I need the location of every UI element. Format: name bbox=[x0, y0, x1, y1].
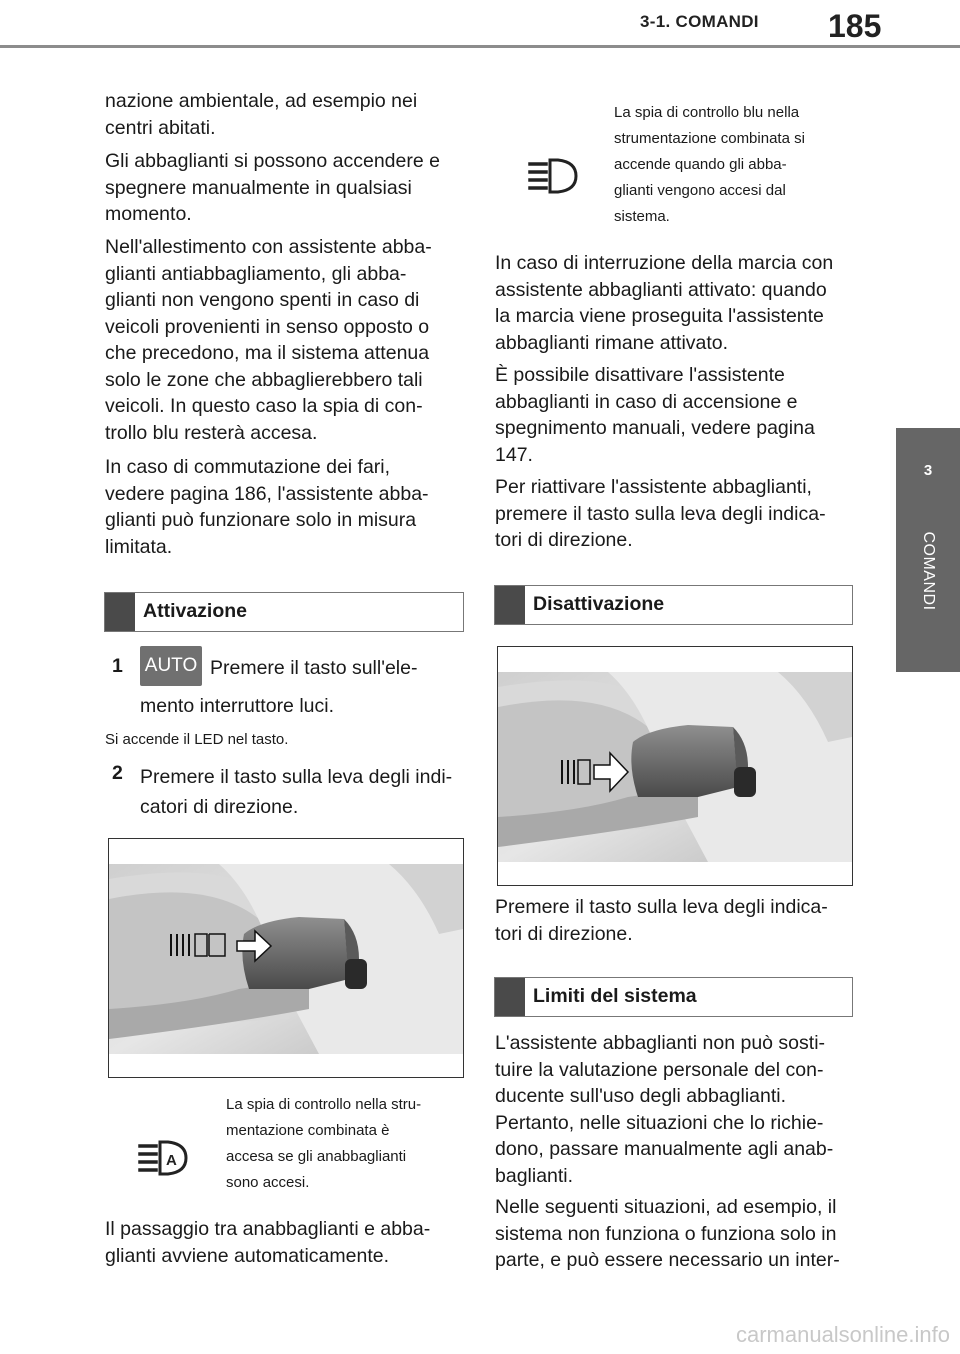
lever-illustration bbox=[498, 647, 852, 885]
text-line: accende quando gli abba- bbox=[614, 156, 787, 173]
indicator-note-left bbox=[226, 1092, 421, 1196]
text-line: mentazione combinata è bbox=[226, 1122, 390, 1139]
text-line: limitata. bbox=[105, 535, 173, 558]
indicator-svg bbox=[528, 156, 580, 198]
text-line: premere il tasto sulla leva degli indica- bbox=[495, 502, 826, 525]
header-rule bbox=[0, 45, 960, 48]
text-line: In caso di interruzione della marcia con bbox=[495, 252, 834, 274]
text-line: Pertanto, nelle situazioni che lo richie- bbox=[495, 1111, 824, 1134]
paragraph-reactivate bbox=[495, 474, 826, 554]
text-line: sistema. bbox=[614, 208, 670, 225]
step2-text bbox=[140, 762, 452, 822]
text-line: La spia di controllo nella stru- bbox=[226, 1096, 422, 1113]
text-line: che precedono, ma il sistema attenua bbox=[105, 342, 430, 364]
text-line: spegnimento manuali, vedere pagina bbox=[495, 417, 815, 439]
text-line: Nelle seguenti situazioni, ad esempio, il bbox=[495, 1196, 837, 1218]
section-header-deactivation bbox=[494, 585, 853, 625]
text-line: dono, passare manualmente agli anab- bbox=[495, 1138, 834, 1160]
paragraph-headlight-switching bbox=[105, 454, 429, 560]
paragraph-environment bbox=[105, 88, 417, 141]
text-line: veicoli provenienti in senso opposto o bbox=[105, 315, 430, 338]
text-line: L'assistente abbaglianti non può sosti- bbox=[495, 1032, 826, 1054]
paragraph-limits bbox=[495, 1030, 833, 1189]
running-header-section: 3-1. COMANDI bbox=[640, 12, 759, 31]
section-header-limits bbox=[494, 977, 853, 1017]
chapter-label-text: COMANDI bbox=[920, 531, 937, 611]
step-number: 1 bbox=[112, 655, 123, 677]
text-line: Per riattivare l'assistente abbaglianti, bbox=[495, 476, 812, 498]
indicator-note-right bbox=[614, 100, 805, 230]
text-line: nazione ambientale, ad esempio nei bbox=[105, 90, 418, 112]
paragraph-manual-switch bbox=[105, 148, 440, 228]
text-line: momento. bbox=[105, 203, 192, 225]
text-line: glianti può funzionare solo in misura bbox=[105, 509, 417, 531]
text-line: veicoli. In questo caso la spia di con- bbox=[105, 395, 423, 417]
text-line: 147. bbox=[495, 443, 533, 466]
text-line: la marcia viene proseguita l'assistente bbox=[495, 305, 824, 327]
text-line: centri abitati. bbox=[105, 116, 216, 139]
text-line: glianti avviene automaticamente. bbox=[105, 1244, 389, 1267]
high-beam-blue-indicator-icon bbox=[528, 156, 580, 203]
section-title: Disattivazione bbox=[533, 593, 665, 615]
text-line: sono accesi. bbox=[226, 1174, 310, 1191]
step1-text-cont: mento interruttore luci. bbox=[140, 695, 335, 717]
auto-button-icon: AUTO bbox=[140, 646, 202, 686]
section-title: Attivazione bbox=[143, 600, 248, 622]
lever-illustration bbox=[109, 839, 463, 1077]
text-line: assistente abbaglianti attivato: quando bbox=[495, 278, 827, 301]
text-line: catori di direzione. bbox=[140, 796, 299, 818]
text-line: Gli abbaglianti si possono accendere e bbox=[105, 150, 440, 172]
figure-turn-signal-lever bbox=[108, 838, 464, 1078]
text-line: spegnere manualmente in qualsiasi bbox=[105, 176, 412, 199]
section-header-activation bbox=[104, 592, 464, 632]
section-bar bbox=[495, 978, 525, 1016]
indicator-svg bbox=[138, 1138, 190, 1180]
text-line: glianti vengono accesi dal bbox=[614, 182, 786, 199]
text-line: Il passaggio tra anabbaglianti e abba- bbox=[105, 1218, 431, 1240]
paragraph-anti-dazzle bbox=[105, 234, 432, 446]
section-bar bbox=[105, 593, 135, 631]
led-note: Si accende il LED nel tasto. bbox=[105, 731, 289, 748]
text-line: baglianti. bbox=[495, 1164, 574, 1187]
watermark: carmanualsonline.info bbox=[735, 1322, 950, 1347]
svg-text:A: A bbox=[166, 1152, 177, 1169]
paragraph-deactivate-manual bbox=[495, 362, 815, 468]
text-line: Nell'allestimento con assistente abba- bbox=[105, 236, 432, 258]
text-line: In caso di commutazione dei fari, bbox=[105, 456, 391, 478]
text-line: glianti antiabbagliamento, gli abba- bbox=[105, 262, 407, 285]
text-line: Premere il tasto sulla leva degli indica- bbox=[495, 896, 828, 918]
text-line: tuire la valutazione personale del con- bbox=[495, 1058, 824, 1081]
text-line: La spia di controllo blu nella bbox=[614, 104, 800, 121]
text-line: strumentazione combinata si bbox=[614, 130, 805, 147]
figure-turn-signal-lever-deactivate bbox=[497, 646, 853, 886]
text-line: trollo blu resterà accesa. bbox=[105, 421, 318, 444]
text-line: parte, e può essere necessario un inter- bbox=[495, 1249, 840, 1271]
section-bar bbox=[495, 586, 525, 624]
paragraph-automatic-switching bbox=[105, 1216, 430, 1269]
paragraph-situations bbox=[495, 1194, 840, 1274]
text-line: accesa se gli anabbaglianti bbox=[226, 1148, 407, 1165]
text-line: glianti non vengono spenti in caso di bbox=[105, 289, 420, 311]
section-title: Limiti del sistema bbox=[533, 985, 697, 1007]
deactivation-text bbox=[495, 894, 828, 947]
text-line: ducente sull'uso degli abbaglianti. bbox=[495, 1085, 787, 1107]
chapter-number: 3 bbox=[923, 462, 933, 479]
text-line: Premere il tasto sulla leva degli indi- bbox=[140, 766, 453, 788]
page-number: 185 bbox=[828, 8, 882, 44]
paragraph-interruption bbox=[495, 250, 833, 356]
auto-high-beam-indicator-icon bbox=[138, 1138, 190, 1185]
text-line: abbaglianti in caso di accensione e bbox=[495, 390, 798, 413]
step1-text: Premere il tasto sull'ele- bbox=[210, 657, 418, 679]
text-line: solo le zone che abbaglierebbero tali bbox=[105, 368, 423, 391]
text-line: vedere pagina 186, l'assistente abba- bbox=[105, 482, 429, 505]
text-line: tori di direzione. bbox=[495, 529, 633, 551]
step-number: 2 bbox=[112, 762, 123, 784]
text-line: abbaglianti rimane attivato. bbox=[495, 331, 729, 354]
text-line: tori di direzione. bbox=[495, 922, 633, 945]
text-line: sistema non funziona o funziona solo in bbox=[495, 1222, 837, 1245]
text-line: È possibile disattivare l'assistente bbox=[495, 364, 785, 386]
